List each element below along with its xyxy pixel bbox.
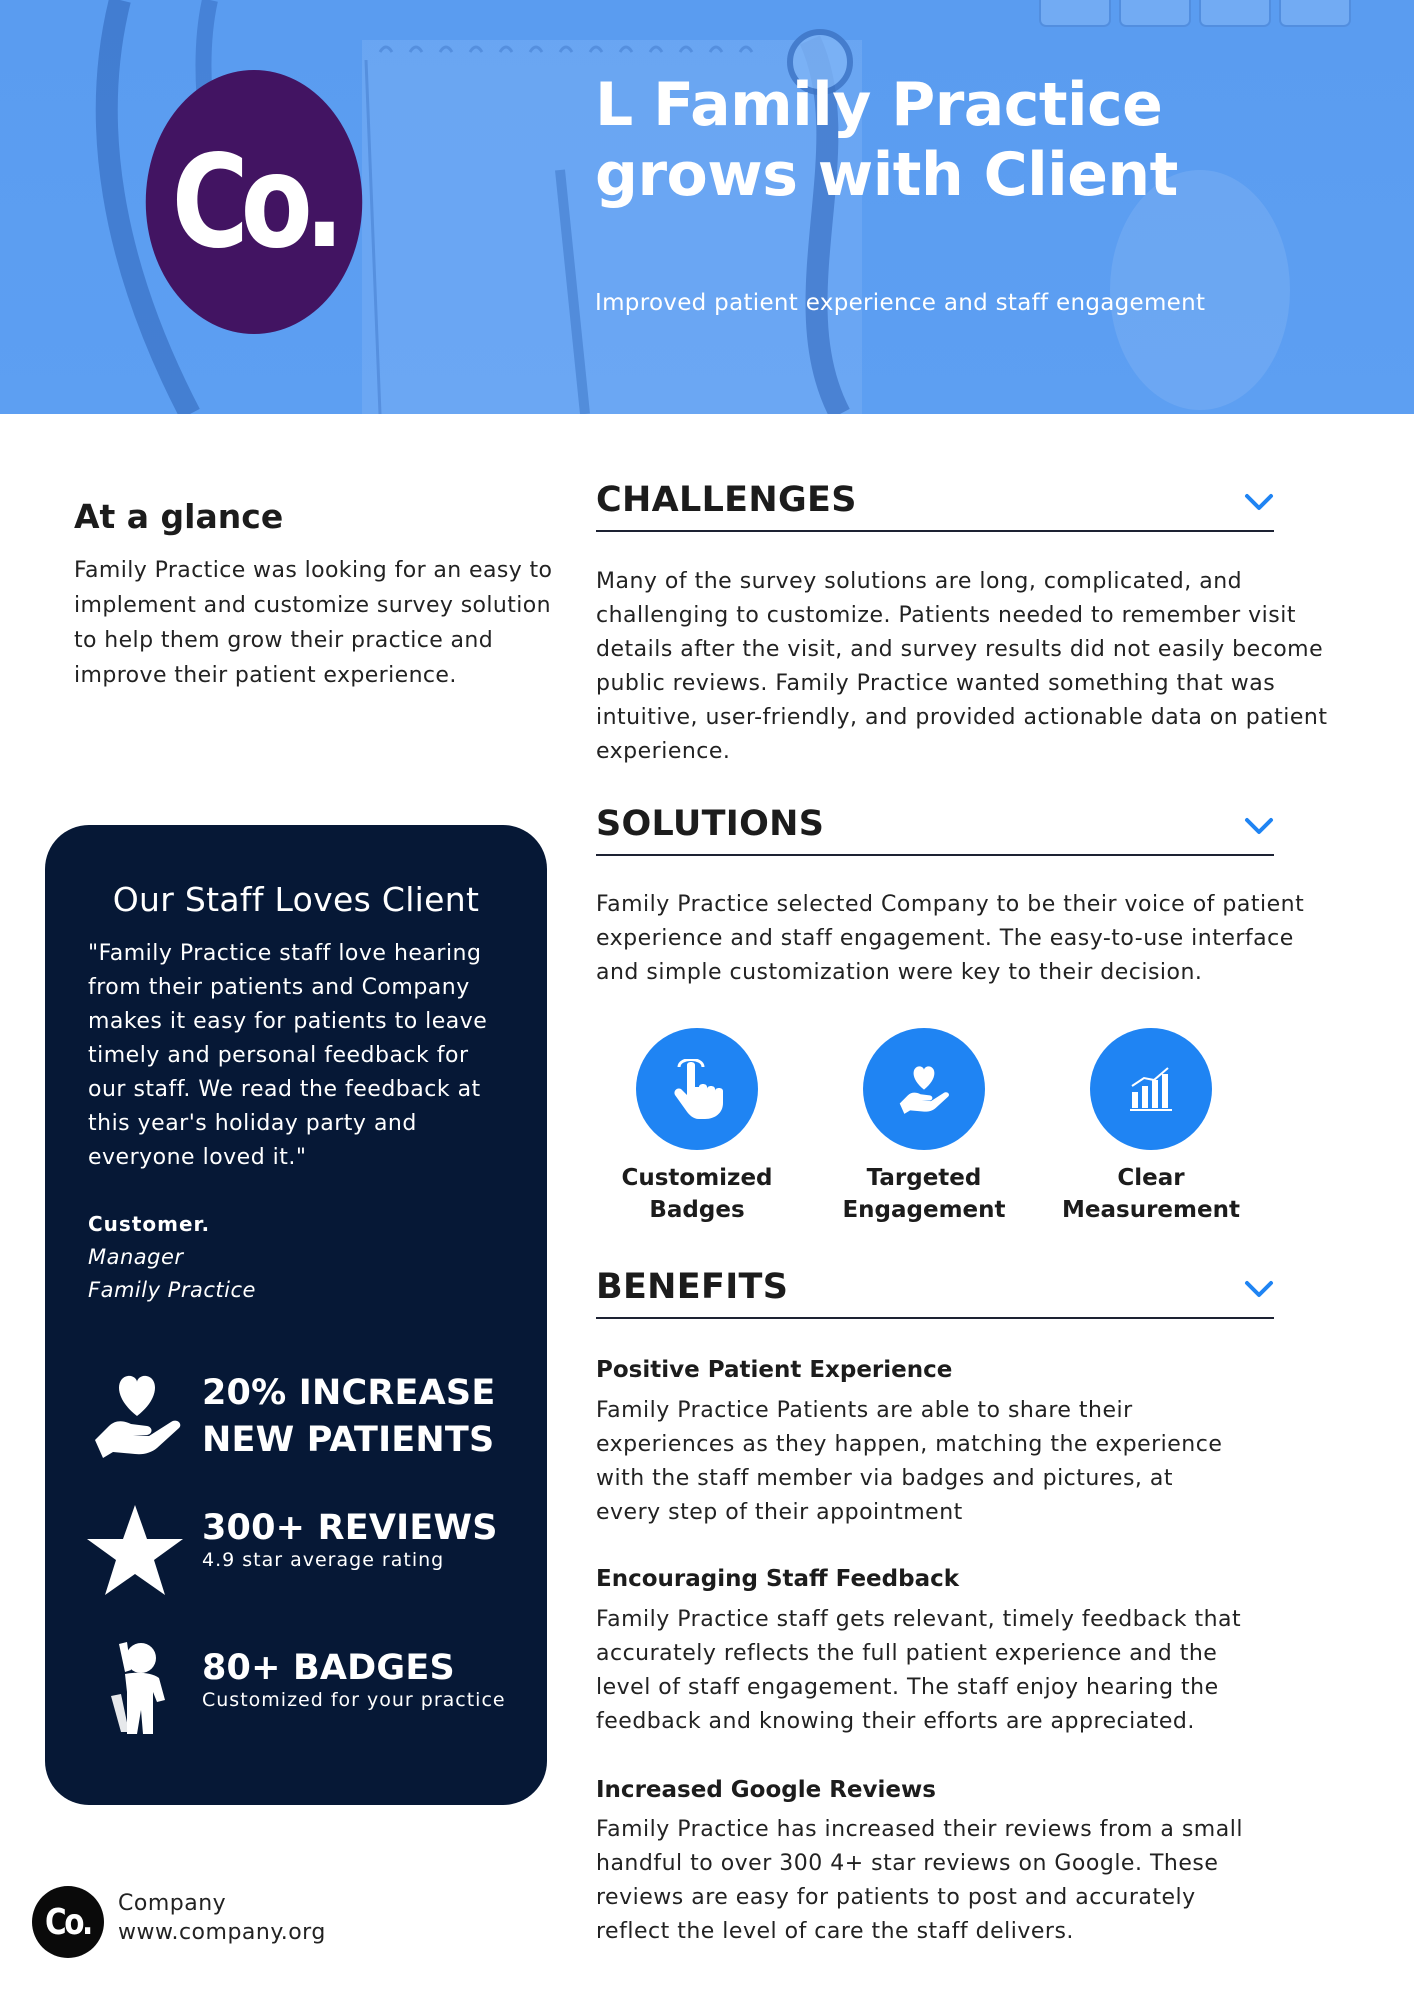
footer-website-link[interactable]: www.company.org: [118, 1920, 326, 1945]
solutions-header[interactable]: [596, 806, 1274, 856]
feature-label-line2: Engagement: [842, 1197, 1006, 1223]
testimonial-heading: Our Staff Loves Client: [112, 880, 480, 919]
hero-banner: [0, 0, 1414, 414]
bar-chart-icon: [1128, 1066, 1174, 1112]
at-a-glance-heading: At a glance: [74, 497, 284, 536]
benefit-text: Family Practice staff gets relevant, timely feedback that accurately reflects the full patient experience and the level of staff engagement. The staff enjoy hearing the feedback and knowing their efforts are appreciated.: [596, 1607, 1242, 1734]
stat-reviews-subtext: 4.9 star average rating: [202, 1549, 445, 1571]
heart-hand-icon: [91, 1370, 183, 1460]
benefit-text: Family Practice Patients are able to share their experiences as they happen, matching the experience with the staff member via badges and pictures, at every step of their appointment: [596, 1398, 1223, 1525]
touch-hand-icon: [669, 1059, 725, 1119]
feature-clear-measurement: [1051, 1028, 1251, 1226]
footer-logo: Co.: [32, 1886, 104, 1958]
feature-label-line2: Badges: [649, 1197, 745, 1223]
waving-person-icon: [105, 1640, 175, 1736]
customer-name: Customer.: [88, 1212, 211, 1236]
challenges-text: Many of the survey solutions are long, complicated, and challenging to customize. Patients needed to remember visit details after the visit, and survey results did not easily become public reviews. Family Practice wanted something that was intuitive, user-friendly, and provided actionable data on patient experience.: [596, 569, 1328, 764]
benefit-title: Increased Google Reviews: [596, 1777, 936, 1803]
feature-label: [1051, 1162, 1251, 1226]
feature-customized-badges: [597, 1028, 797, 1226]
feature-label: [824, 1162, 1024, 1226]
solutions-heading: SOLUTIONS: [596, 804, 825, 844]
testimonial-card: [45, 825, 547, 1805]
company-logo: Co.: [146, 70, 362, 334]
challenges-heading: CHALLENGES: [596, 480, 857, 520]
chevron-down-icon[interactable]: [1244, 492, 1274, 512]
stat-new-patients-line1: 20% INCREASE: [202, 1373, 496, 1413]
feature-label-line2: Measurement: [1062, 1197, 1240, 1223]
feature-label-line1: Targeted: [866, 1165, 982, 1191]
heart-hand-icon: [896, 1063, 952, 1115]
benefit-title: Positive Patient Experience: [596, 1357, 953, 1383]
feature-icon-circle: [863, 1028, 985, 1150]
benefit-text: Family Practice has increased their reviews from a small handful to over 300 4+ star reviews on Google. These reviews are easy for patients to post and accurately reflect the level of care the staff delivers.: [596, 1817, 1243, 1944]
feature-icon-circle: [1090, 1028, 1212, 1150]
feature-label: [597, 1162, 797, 1226]
challenges-header[interactable]: [596, 482, 1274, 532]
feature-targeted-engagement: [824, 1028, 1024, 1226]
solutions-text: Family Practice selected Company to be their voice of patient experience and staff engagement. The easy-to-use interface and simple customization were key to their decision.: [596, 892, 1305, 985]
benefit-title: Encouraging Staff Feedback: [596, 1566, 960, 1592]
footer-company-name: Company: [118, 1891, 227, 1916]
testimonial-quote: "Family Practice staff love hearing from their patients and Company makes it easy for patients to leave timely and personal feedback for our staff. We read the feedback at this year's holiday party and everyone loved it.": [88, 941, 488, 1170]
customer-organization: Family Practice: [88, 1278, 256, 1302]
title-line-2: grows with Client: [595, 140, 1178, 210]
stat-badges-value: 80+ BADGES: [202, 1648, 455, 1688]
customer-role: Manager: [88, 1245, 184, 1269]
stat-new-patients-line2: NEW PATIENTS: [202, 1420, 495, 1460]
stat-reviews-value: 300+ REVIEWS: [202, 1508, 498, 1548]
benefits-heading: BENEFITS: [596, 1267, 789, 1307]
page-title: [595, 70, 1355, 210]
feature-label-line1: Customized: [621, 1165, 773, 1191]
at-a-glance-text: Family Practice was looking for an easy to implement and customize survey solution to help them grow their practice and improve their patient experience.: [74, 558, 553, 688]
feature-icon-circle: [636, 1028, 758, 1150]
chevron-down-icon[interactable]: [1244, 816, 1274, 836]
chevron-down-icon[interactable]: [1244, 1279, 1274, 1299]
title-line-1: L Family Practice: [595, 70, 1163, 140]
feature-label-line1: Clear: [1117, 1165, 1185, 1191]
page-subtitle: Improved patient experience and staff engagement: [595, 290, 1206, 316]
star-icon: [87, 1505, 183, 1597]
benefits-header[interactable]: [596, 1269, 1274, 1319]
stat-badges-subtext: Customized for your practice: [202, 1689, 506, 1711]
